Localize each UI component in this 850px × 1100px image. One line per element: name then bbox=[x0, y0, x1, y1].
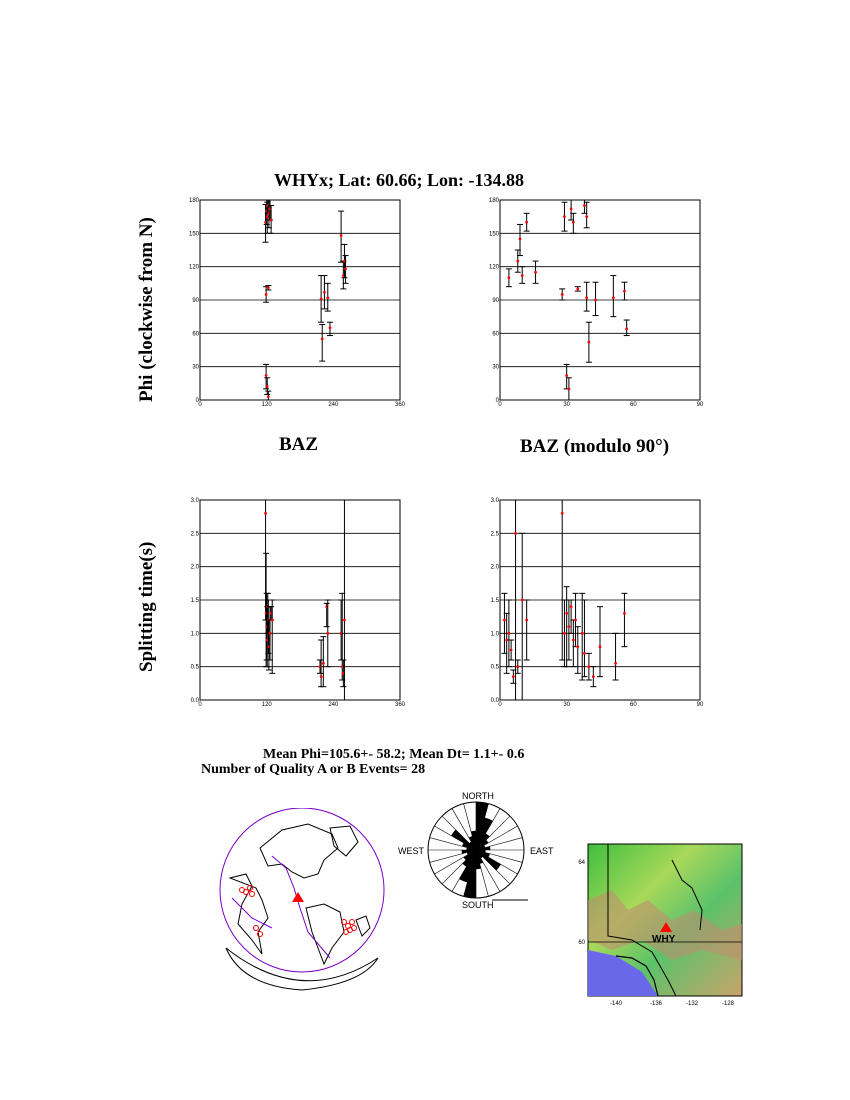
point-marker bbox=[326, 632, 329, 635]
y-tick-label: 2.5 bbox=[190, 531, 199, 538]
x-tick-label: 60 bbox=[629, 702, 637, 708]
point-marker bbox=[565, 374, 568, 377]
point-marker bbox=[614, 662, 617, 665]
y-tick-label: 180 bbox=[188, 198, 199, 204]
point-marker bbox=[510, 649, 513, 652]
dt-axis-label: Splitting time(s) bbox=[136, 541, 157, 672]
antarctica-outline bbox=[226, 948, 378, 990]
point-marker bbox=[567, 625, 570, 628]
y-tick-label: 0.5 bbox=[190, 664, 199, 671]
point-marker bbox=[323, 291, 326, 294]
point-marker bbox=[320, 297, 323, 300]
rose-label-west: WEST bbox=[398, 846, 424, 856]
y-tick-label: 0.0 bbox=[490, 698, 499, 704]
point-marker bbox=[561, 293, 564, 296]
point-marker bbox=[587, 341, 590, 344]
page-title: WHYx; Lat: 60.66; Lon: -134.88 bbox=[274, 170, 524, 190]
continent-australia bbox=[356, 916, 370, 936]
data-point bbox=[319, 324, 325, 361]
data-point bbox=[263, 364, 269, 388]
data-point bbox=[593, 282, 599, 315]
data-point bbox=[584, 282, 590, 311]
point-marker bbox=[592, 675, 595, 678]
point-marker bbox=[521, 274, 524, 277]
point-marker bbox=[581, 632, 584, 635]
y-tick-label: 1.0 bbox=[490, 631, 499, 638]
x-tick-label: 360 bbox=[394, 402, 406, 408]
y-tick-label: 30 bbox=[492, 364, 499, 371]
point-marker bbox=[269, 632, 272, 635]
y-tick-label: 120 bbox=[188, 264, 199, 271]
point-marker bbox=[525, 221, 528, 224]
point-marker bbox=[507, 632, 510, 635]
data-point bbox=[590, 667, 596, 687]
x-tick-label: 120 bbox=[261, 402, 272, 408]
rose-label-north: NORTH bbox=[462, 791, 494, 801]
data-point bbox=[524, 600, 530, 660]
data-point bbox=[325, 283, 331, 311]
point-marker bbox=[271, 619, 274, 622]
data-point bbox=[338, 211, 344, 262]
y-tick-label: 120 bbox=[488, 264, 499, 271]
point-marker bbox=[516, 665, 519, 668]
point-marker bbox=[266, 385, 269, 388]
point-marker bbox=[525, 619, 528, 622]
dt-vs-baz-mod90-chart bbox=[486, 492, 712, 710]
lon-tick--140: -140 bbox=[609, 1001, 623, 1006]
continent-south-america bbox=[306, 904, 344, 964]
point-marker bbox=[587, 665, 590, 668]
station-marker bbox=[292, 892, 304, 902]
point-marker bbox=[514, 532, 517, 535]
continent-north-america bbox=[260, 824, 338, 878]
y-tick-label: 90 bbox=[492, 298, 499, 304]
data-point bbox=[519, 533, 525, 700]
point-marker bbox=[266, 215, 269, 218]
data-point bbox=[533, 261, 539, 283]
phi-vs-baz-chart bbox=[186, 192, 412, 410]
point-marker bbox=[503, 619, 506, 622]
y-tick-label: 150 bbox=[488, 231, 499, 238]
point-marker bbox=[270, 219, 273, 222]
x-tick-label: 90 bbox=[696, 702, 704, 708]
point-marker bbox=[534, 271, 537, 274]
data-point bbox=[264, 378, 270, 395]
point-marker bbox=[576, 287, 579, 290]
point-marker bbox=[320, 675, 323, 678]
lon-tick--128: -128 bbox=[721, 1001, 735, 1006]
point-marker bbox=[265, 293, 268, 296]
y-tick-label: 30 bbox=[192, 364, 199, 371]
y-tick-label: 0.0 bbox=[190, 698, 199, 704]
point-marker bbox=[599, 645, 602, 648]
x-tick-label: 240 bbox=[328, 402, 339, 408]
lon-tick--136: -136 bbox=[649, 1001, 663, 1006]
point-marker bbox=[570, 207, 573, 210]
data-point bbox=[621, 282, 627, 300]
x-tick-label: 60 bbox=[629, 402, 637, 408]
point-marker bbox=[519, 237, 522, 240]
x-tick-label: 360 bbox=[394, 702, 406, 708]
y-tick-label: 90 bbox=[192, 298, 199, 304]
data-point bbox=[575, 287, 581, 291]
point-marker bbox=[585, 215, 588, 218]
point-marker bbox=[612, 296, 615, 299]
y-tick-label: 180 bbox=[488, 198, 499, 204]
x-tick-label: 0 bbox=[498, 702, 502, 708]
point-marker bbox=[572, 221, 575, 224]
x-tick-label: 0 bbox=[498, 402, 502, 408]
point-marker bbox=[265, 374, 268, 377]
x-tick-label: 240 bbox=[328, 702, 339, 708]
point-marker bbox=[583, 204, 586, 207]
data-point bbox=[340, 660, 346, 687]
rose-label-east: EAST bbox=[530, 846, 554, 856]
point-marker bbox=[565, 612, 568, 615]
point-marker bbox=[264, 512, 267, 515]
point-marker bbox=[340, 234, 343, 237]
point-marker bbox=[321, 337, 324, 340]
data-point bbox=[338, 600, 344, 660]
data-point bbox=[324, 603, 330, 626]
y-tick-label: 0.5 bbox=[490, 664, 499, 671]
y-tick-label: 1.0 bbox=[190, 631, 199, 638]
y-tick-label: 2.0 bbox=[190, 564, 199, 571]
data-point bbox=[524, 213, 530, 231]
y-tick-label: 0 bbox=[195, 398, 199, 404]
rose-label-south: SOUTH bbox=[462, 900, 494, 910]
y-tick-label: 1.5 bbox=[190, 598, 199, 604]
point-marker bbox=[343, 619, 346, 622]
point-marker bbox=[326, 296, 329, 299]
data-point bbox=[506, 269, 512, 287]
x-tick-label: 30 bbox=[563, 702, 571, 708]
y-tick-label: 3.0 bbox=[190, 498, 199, 504]
dt-vs-baz-chart bbox=[186, 492, 412, 710]
point-marker bbox=[521, 599, 524, 602]
x-tick-label: 120 bbox=[261, 702, 272, 708]
y-tick-label: 2.5 bbox=[490, 531, 499, 538]
point-marker bbox=[594, 299, 597, 302]
point-marker bbox=[563, 632, 566, 635]
y-tick-label: 2.0 bbox=[490, 564, 499, 571]
point-marker bbox=[623, 612, 626, 615]
data-point bbox=[519, 267, 525, 284]
y-tick-label: 1.5 bbox=[490, 598, 499, 604]
station-label: WHY bbox=[652, 934, 676, 945]
y-tick-label: 0 bbox=[495, 398, 499, 404]
regional-map bbox=[572, 840, 748, 1006]
global-event-map bbox=[212, 808, 392, 998]
point-marker bbox=[567, 387, 570, 390]
y-tick-label: 60 bbox=[492, 331, 499, 338]
point-marker bbox=[583, 652, 586, 655]
data-point bbox=[318, 276, 324, 323]
lat-tick-64: 64 bbox=[578, 860, 585, 866]
point-marker bbox=[563, 215, 566, 218]
data-point bbox=[621, 593, 627, 646]
rose-diagram bbox=[396, 788, 566, 912]
x-tick-label: 0 bbox=[198, 402, 202, 408]
data-point bbox=[586, 322, 592, 362]
point-marker bbox=[507, 276, 510, 279]
baz-mod90-axis-label: BAZ (modulo 90°) bbox=[520, 436, 670, 457]
point-marker bbox=[267, 395, 270, 398]
point-marker bbox=[516, 260, 519, 263]
lat-tick-60: 60 bbox=[578, 940, 585, 946]
event-count: Number of Quality A or B Events= 28 bbox=[201, 762, 426, 777]
x-tick-label: 90 bbox=[696, 402, 704, 408]
point-marker bbox=[561, 512, 564, 515]
lon-tick--132: -132 bbox=[685, 1001, 699, 1006]
y-tick-label: 150 bbox=[188, 231, 199, 238]
mean-stats: Mean Phi=105.6+- 58.2; Mean Dt= 1.1+- 0.6 bbox=[263, 747, 525, 762]
data-point bbox=[321, 276, 327, 309]
point-marker bbox=[322, 662, 325, 665]
point-marker bbox=[623, 290, 626, 293]
point-marker bbox=[344, 267, 347, 270]
plate-boundary bbox=[232, 856, 330, 958]
data-point bbox=[268, 607, 274, 620]
data-point bbox=[610, 276, 616, 317]
x-tick-label: 30 bbox=[563, 402, 571, 408]
data-point bbox=[559, 289, 565, 300]
point-marker bbox=[267, 286, 270, 289]
phi-axis-label: Phi (clockwise from N) bbox=[136, 217, 157, 402]
phi-vs-baz-mod90-chart bbox=[486, 192, 712, 410]
point-marker bbox=[505, 639, 508, 642]
point-marker bbox=[329, 326, 332, 329]
point-marker bbox=[625, 327, 628, 330]
baz-axis-label: BAZ bbox=[279, 434, 319, 455]
point-marker bbox=[572, 639, 575, 642]
point-marker bbox=[576, 645, 579, 648]
data-point bbox=[597, 607, 603, 677]
point-marker bbox=[512, 675, 515, 678]
y-tick-label: 3.0 bbox=[490, 498, 499, 504]
point-marker bbox=[574, 619, 577, 622]
point-marker bbox=[585, 296, 588, 299]
y-tick-label: 60 bbox=[192, 331, 199, 338]
x-tick-label: 0 bbox=[198, 702, 202, 708]
point-marker bbox=[570, 605, 573, 608]
data-point bbox=[613, 633, 619, 680]
data-point bbox=[265, 391, 271, 400]
data-point bbox=[561, 202, 567, 231]
